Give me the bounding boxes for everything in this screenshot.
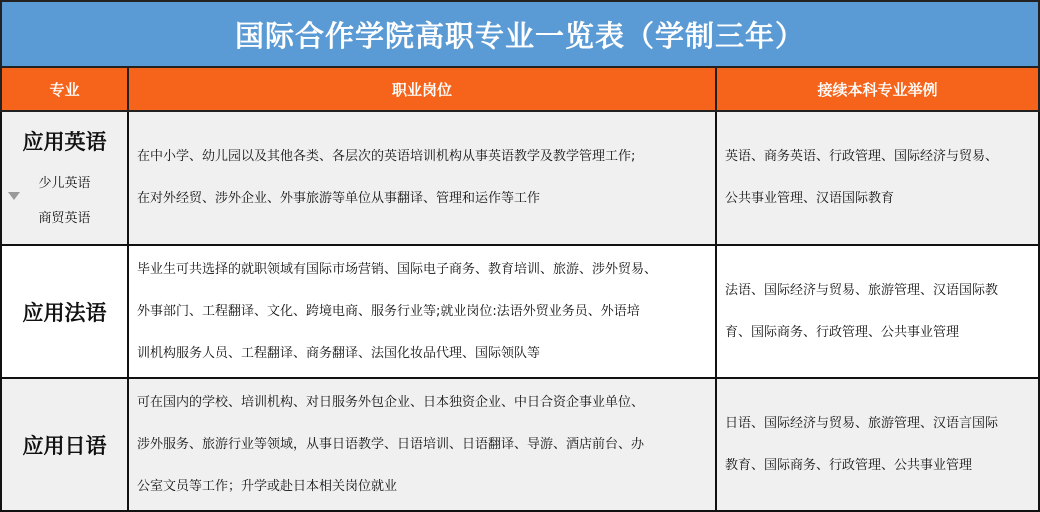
further-cell: [715, 379, 1040, 512]
jobs-line: 在对外经贸、涉外企业、外事旅游等单位从事翻译、管理和运作等工作: [137, 191, 541, 206]
major-name: 应用法语: [22, 300, 107, 325]
jobs-line: 外事部门、工程翻译、文化、跨境电商、服务行业等;就业岗位:法语外贸业务员、外语培: [137, 303, 640, 319]
further-line: 教育、国际商务、行政管理、公共事业管理: [725, 457, 973, 473]
major-cell: [0, 112, 129, 246]
further-line: 公共事业管理、汉语国际教育: [725, 191, 895, 206]
jobs-line: 可在国内的学校、培训机构、对日服务外包企业、日本独资企业、中日合资企事业单位、: [137, 394, 645, 410]
header-further-study: 接续本科专业举例: [715, 68, 1040, 112]
jobs-line: 在中小学、幼儿园以及其他各类、各层次的英语培训机构从事英语教学及教学管理工作;: [137, 149, 636, 164]
sub-major: 商贸英语: [38, 211, 91, 226]
major-cell: [0, 246, 129, 379]
further-line: 育、国际商务、行政管理、公共事业管理: [725, 324, 960, 340]
further-line: 英语、商务英语、行政管理、国际经济与贸易、: [725, 149, 999, 164]
jobs-line: 毕业生可共选择的就职领域有国际市场营销、国际电子商务、教育培训、旅游、涉外贸易、: [137, 261, 658, 277]
jobs-cell: [127, 379, 717, 512]
header-jobs: 职业岗位: [127, 68, 717, 112]
jobs-cell: [127, 246, 717, 379]
header-major: 专业: [0, 68, 129, 112]
jobs-line: 公室文员等工作；升学或赴日本相关岗位就业: [137, 478, 398, 494]
further-line: 法语、国际经济与贸易、旅游管理、汉语国际教: [725, 282, 999, 298]
further-cell: [715, 246, 1040, 379]
table-title: 国际合作学院高职专业一览表（学制三年）: [0, 0, 1040, 68]
dropdown-triangle-icon[interactable]: [8, 192, 20, 200]
jobs-cell: [127, 112, 717, 246]
jobs-line: 涉外服务、旅游行业等领域，从事日语教学、日语培训、日语翻译、导游、酒店前台、办: [137, 436, 645, 452]
further-line: 日语、国际经济与贸易、旅游管理、汉语言国际: [725, 415, 999, 431]
major-cell: [0, 379, 129, 512]
further-cell: [715, 112, 1040, 246]
major-name: 应用日语: [22, 433, 107, 458]
sub-major: 少儿英语: [38, 176, 91, 191]
major-name: 应用英语: [22, 130, 107, 154]
jobs-line: 训机构服务人员、工程翻译、商务翻译、法国化妆品代理、国际领队等: [137, 345, 541, 361]
